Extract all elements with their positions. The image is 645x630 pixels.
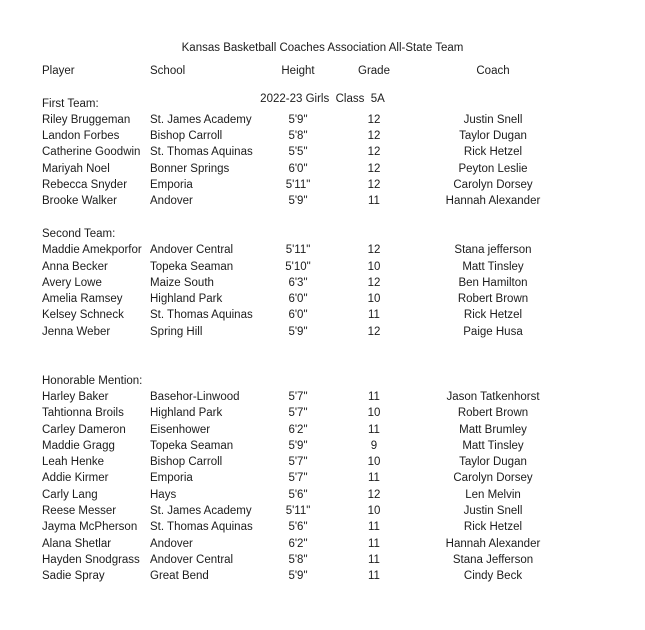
school-name: Andover xyxy=(150,537,193,550)
school-name: Eisenhower xyxy=(150,423,211,436)
player-name: Jayma McPherson xyxy=(42,521,138,534)
column-header-height: Height xyxy=(281,65,315,77)
roster-table xyxy=(0,63,645,585)
grade-value: 9 xyxy=(370,439,378,452)
grade-value: 12 xyxy=(367,130,381,143)
player-name: Hayden Snodgrass xyxy=(42,553,140,566)
school-name: Topeka Seaman xyxy=(150,439,234,452)
school-name: Emporia xyxy=(150,472,193,485)
player-row xyxy=(0,405,645,421)
player-row xyxy=(0,242,645,258)
player-row xyxy=(0,275,645,291)
height-value: 6'3" xyxy=(288,276,308,289)
grade-value: 12 xyxy=(367,244,381,257)
document-title: Kansas Basketball Coaches Association All-State Team xyxy=(181,42,464,54)
coach-name: Matt Tinsley xyxy=(462,260,524,273)
team-section xyxy=(0,373,645,585)
school-name: Topeka Seaman xyxy=(150,260,234,273)
coach-name: Hannah Alexander xyxy=(445,195,541,208)
section-label-row xyxy=(0,226,645,242)
column-header-grade: Grade xyxy=(358,65,390,77)
grade-value: 11 xyxy=(368,570,380,583)
team-section xyxy=(0,226,645,340)
school-name: St. Thomas Aquinas xyxy=(150,309,253,322)
coach-name: Rick Hetzel xyxy=(463,521,523,534)
coach-name: Peyton Leslie xyxy=(458,162,528,175)
player-row xyxy=(0,552,645,568)
player-name: Riley Bruggeman xyxy=(42,113,131,126)
coach-name: Jason Tatkenhorst xyxy=(446,390,540,403)
height-value: 5'11" xyxy=(285,505,311,518)
school-name: Bonner Springs xyxy=(150,162,230,175)
grade-value: 11 xyxy=(368,390,380,403)
player-name: Reese Messer xyxy=(42,505,117,518)
grade-value: 12 xyxy=(367,146,381,159)
player-name: Addie Kirmer xyxy=(42,472,109,485)
coach-name: Matt Brumley xyxy=(459,423,527,436)
player-name: Jenna Weber xyxy=(42,325,111,338)
section-label: Second Team: xyxy=(42,227,116,240)
height-value: 5'9" xyxy=(288,195,308,208)
player-name: Leah Henke xyxy=(42,456,105,469)
column-header-school: School xyxy=(150,65,186,77)
player-row xyxy=(0,144,645,160)
grade-value: 12 xyxy=(367,113,381,126)
school-name: St. James Academy xyxy=(150,113,252,126)
player-name: Rebecca Snyder xyxy=(42,179,128,192)
player-row xyxy=(0,291,645,307)
player-row xyxy=(0,568,645,584)
height-value: 5'7" xyxy=(288,407,308,420)
section-label-row xyxy=(0,96,645,112)
school-name: Maize South xyxy=(150,276,214,289)
grade-value: 11 xyxy=(368,537,380,550)
grade-value: 11 xyxy=(368,553,380,566)
player-row xyxy=(0,112,645,128)
grade-value: 12 xyxy=(367,162,381,175)
player-name: Catherine Goodwin xyxy=(42,146,141,159)
height-value: 5'11" xyxy=(285,179,311,192)
player-row xyxy=(0,389,645,405)
school-name: Bishop Carroll xyxy=(150,456,223,469)
grade-value: 12 xyxy=(367,325,381,338)
grade-value: 10 xyxy=(367,456,381,469)
grade-value: 11 xyxy=(368,195,380,208)
player-row xyxy=(0,161,645,177)
school-name: Andover Central xyxy=(150,553,234,566)
coach-name: Robert Brown xyxy=(457,293,529,306)
school-name: Great Bend xyxy=(150,570,209,583)
coach-name: Ben Hamilton xyxy=(458,276,528,289)
player-name: Landon Forbes xyxy=(42,130,120,143)
player-row xyxy=(0,177,645,193)
height-value: 5'9" xyxy=(288,570,308,583)
school-name: St. Thomas Aquinas xyxy=(150,146,253,159)
player-name: Brooke Walker xyxy=(42,195,117,208)
coach-name: Carolyn Dorsey xyxy=(453,179,533,192)
document-subtitle: 2022-23 Girls Class 5A xyxy=(260,93,385,105)
section-label: First Team: xyxy=(42,97,99,110)
school-name: Andover xyxy=(150,195,193,208)
coach-name: Justin Snell xyxy=(463,505,523,518)
coach-name: Carolyn Dorsey xyxy=(453,472,533,485)
player-name: Maddie Amekporfor xyxy=(42,244,142,257)
grade-value: 10 xyxy=(367,407,381,420)
player-name: Kelsey Schneck xyxy=(42,309,124,322)
player-row xyxy=(0,536,645,552)
player-row xyxy=(0,193,645,209)
player-name: Tahtionna Broils xyxy=(42,407,124,420)
height-value: 5'9" xyxy=(288,439,308,452)
coach-name: Rick Hetzel xyxy=(463,309,523,322)
coach-name: Taylor Dugan xyxy=(459,456,527,469)
player-name: Maddie Gragg xyxy=(42,439,115,452)
height-value: 5'9" xyxy=(288,325,308,338)
school-name: Highland Park xyxy=(150,407,223,420)
school-name: Bishop Carroll xyxy=(150,130,223,143)
height-value: 5'7" xyxy=(288,456,308,469)
height-value: 5'10" xyxy=(285,260,311,273)
height-value: 5'9" xyxy=(288,113,308,126)
column-header-coach: Coach xyxy=(476,65,510,77)
player-row xyxy=(0,519,645,535)
height-value: 5'6" xyxy=(288,488,308,501)
coach-name: Rick Hetzel xyxy=(463,146,523,159)
column-header-player: Player xyxy=(42,65,75,77)
player-row xyxy=(0,454,645,470)
height-value: 6'0" xyxy=(288,162,308,175)
player-name: Sadie Spray xyxy=(42,570,105,583)
height-value: 5'11" xyxy=(285,244,311,257)
grade-value: 12 xyxy=(367,179,381,192)
school-name: Hays xyxy=(150,488,177,501)
player-name: Harley Baker xyxy=(42,390,109,403)
height-value: 5'7" xyxy=(288,472,308,485)
coach-name: Matt Tinsley xyxy=(462,439,524,452)
coach-name: Paige Husa xyxy=(463,325,523,338)
coach-name: Justin Snell xyxy=(463,113,523,126)
grade-value: 11 xyxy=(368,472,380,485)
player-name: Mariyah Noel xyxy=(42,162,110,175)
grade-value: 11 xyxy=(368,423,380,436)
coach-name: Stana jefferson xyxy=(454,244,532,257)
coach-name: Taylor Dugan xyxy=(459,130,527,143)
player-name: Carly Lang xyxy=(42,488,98,501)
coach-name: Cindy Beck xyxy=(463,570,523,583)
player-name: Anna Becker xyxy=(42,260,108,273)
school-name: St. Thomas Aquinas xyxy=(150,521,253,534)
team-section xyxy=(0,96,645,210)
height-value: 5'5" xyxy=(288,146,308,159)
school-name: Highland Park xyxy=(150,293,223,306)
grade-value: 10 xyxy=(367,505,381,518)
section-label: Honorable Mention: xyxy=(42,374,143,387)
height-value: 6'0" xyxy=(288,293,308,306)
grade-value: 10 xyxy=(367,293,381,306)
coach-name: Len Melvin xyxy=(465,488,521,501)
height-value: 5'7" xyxy=(288,390,308,403)
player-row xyxy=(0,438,645,454)
table-header-row xyxy=(0,63,645,79)
player-row xyxy=(0,503,645,519)
sections-container xyxy=(0,96,645,585)
player-row xyxy=(0,487,645,503)
grade-value: 12 xyxy=(367,276,381,289)
player-name: Avery Lowe xyxy=(42,276,102,289)
school-name: Andover Central xyxy=(150,244,234,257)
coach-name: Hannah Alexander xyxy=(445,537,541,550)
height-value: 6'2" xyxy=(288,423,308,436)
grade-value: 12 xyxy=(367,488,381,501)
player-name: Alana Shetlar xyxy=(42,537,112,550)
player-row xyxy=(0,259,645,275)
grade-value: 11 xyxy=(368,521,380,534)
school-name: Emporia xyxy=(150,179,193,192)
player-row xyxy=(0,422,645,438)
player-name: Amelia Ramsey xyxy=(42,293,123,306)
grade-value: 10 xyxy=(367,260,381,273)
height-value: 6'0" xyxy=(288,309,308,322)
school-name: Spring Hill xyxy=(150,325,203,338)
grade-value: 11 xyxy=(368,309,380,322)
height-value: 5'8" xyxy=(288,553,308,566)
school-name: Basehor-Linwood xyxy=(150,390,240,403)
height-value: 5'8" xyxy=(288,130,308,143)
height-value: 6'2" xyxy=(288,537,308,550)
player-row xyxy=(0,128,645,144)
player-row xyxy=(0,470,645,486)
player-row xyxy=(0,307,645,323)
school-name: St. James Academy xyxy=(150,505,252,518)
section-label-row xyxy=(0,373,645,389)
coach-name: Robert Brown xyxy=(457,407,529,420)
height-value: 5'6" xyxy=(288,521,308,534)
coach-name: Stana Jefferson xyxy=(452,553,534,566)
player-row xyxy=(0,324,645,340)
player-name: Carley Dameron xyxy=(42,423,126,436)
